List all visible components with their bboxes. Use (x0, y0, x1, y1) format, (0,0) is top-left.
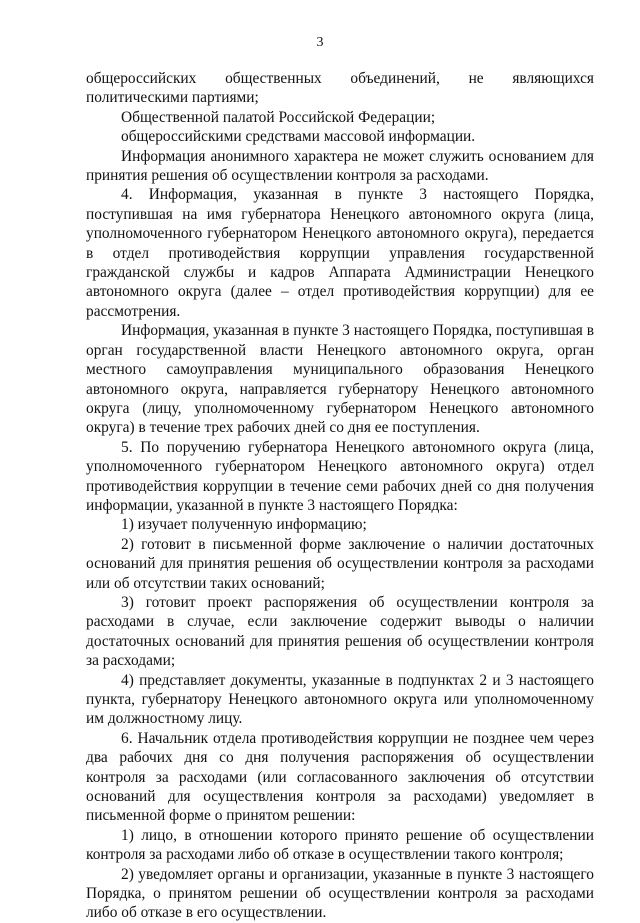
paragraph: Информация анонимного характера не может служить основанием для принятия решения об осуществлении контроля за расходами. (86, 147, 594, 185)
paragraph: Информация, указанная в пункте 3 настоящего Порядка, поступившая в орган государственной власти Ненецкого автономного округа, орган местного самоуправления муниципального образования Ненецкого автономного округа, направляется губернатору Ненецкого автономного округа (лицу, уполномоченному губернатором Ненецкого автономного округа) в течение трех рабочих дней со дня ее поступления. (86, 322, 594, 437)
list-item: 2) уведомляет органы и организации, указанные в пункте 3 настоящего Порядка, о принятом решении об осуществлении контроля за расходами либо об отказе в его осуществлении. (86, 865, 594, 922)
list-item: 2) готовит в письменной форме заключение о наличии достаточных оснований для принятия решения об осуществлении контроля за расходами или об отсутствии таких оснований; (86, 535, 594, 592)
page-number: 3 (316, 35, 324, 50)
paragraph: 4. Информация, указанная в пункте 3 настоящего Порядка, поступившая на имя губернатора Ненецкого автономного округа (лица, уполномоченного губернатором Ненецкого автономного округа), передается в отдел противодействия коррупции управления государственной гражданской службы и кадров Аппарата Администрации Ненецкого автономного округа (далее – отдел противодействия коррупции) для ее рассмотрения. (86, 186, 594, 320)
paragraph: 5. По поручению губернатора Ненецкого автономного округа (лица, уполномоченного губернатором Ненецкого автономного округа) отдел противодействия коррупции в течение семи рабочих дней со дня получения информации, указанной в пункте 3 настоящего Порядка: (86, 438, 594, 514)
paragraph: общероссийскими средствами массовой информации. (121, 128, 476, 146)
list-item: 1) изучает полученную информацию; (121, 516, 367, 534)
paragraph: Общественной палатой Российской Федерации; (121, 108, 436, 126)
document-body (86, 69, 594, 923)
list-item: 3) готовит проект распоряжения об осуществлении контроля за расходами в случае, если заключение содержит выводы о наличии достаточных оснований для принятия решения об осуществлении контроля за расходами; (86, 593, 594, 670)
paragraph: общероссийских общественных объединений, не являющихся политическими партиями; (86, 70, 594, 107)
list-item: 1) лицо, в отношении которого принято решение об осуществлении контроля за расходами либо об отказе в осуществлении такого контроля; (86, 826, 594, 864)
list-item: 4) представляет документы, указанные в подпунктах 2 и 3 настоящего пункта, губернатору Ненецкого автономного округа или уполномоченному им должностному лицу. (86, 671, 594, 728)
paragraph: 6. Начальник отдела противодействия коррупции не позднее чем через два рабочих дня со дня получения распоряжения об осуществлении контроля за расходами (или согласованного заключения об отсутствии оснований для осуществления контроля за расходами) уведомляет в письменной форме о принятом решении: (86, 729, 594, 825)
